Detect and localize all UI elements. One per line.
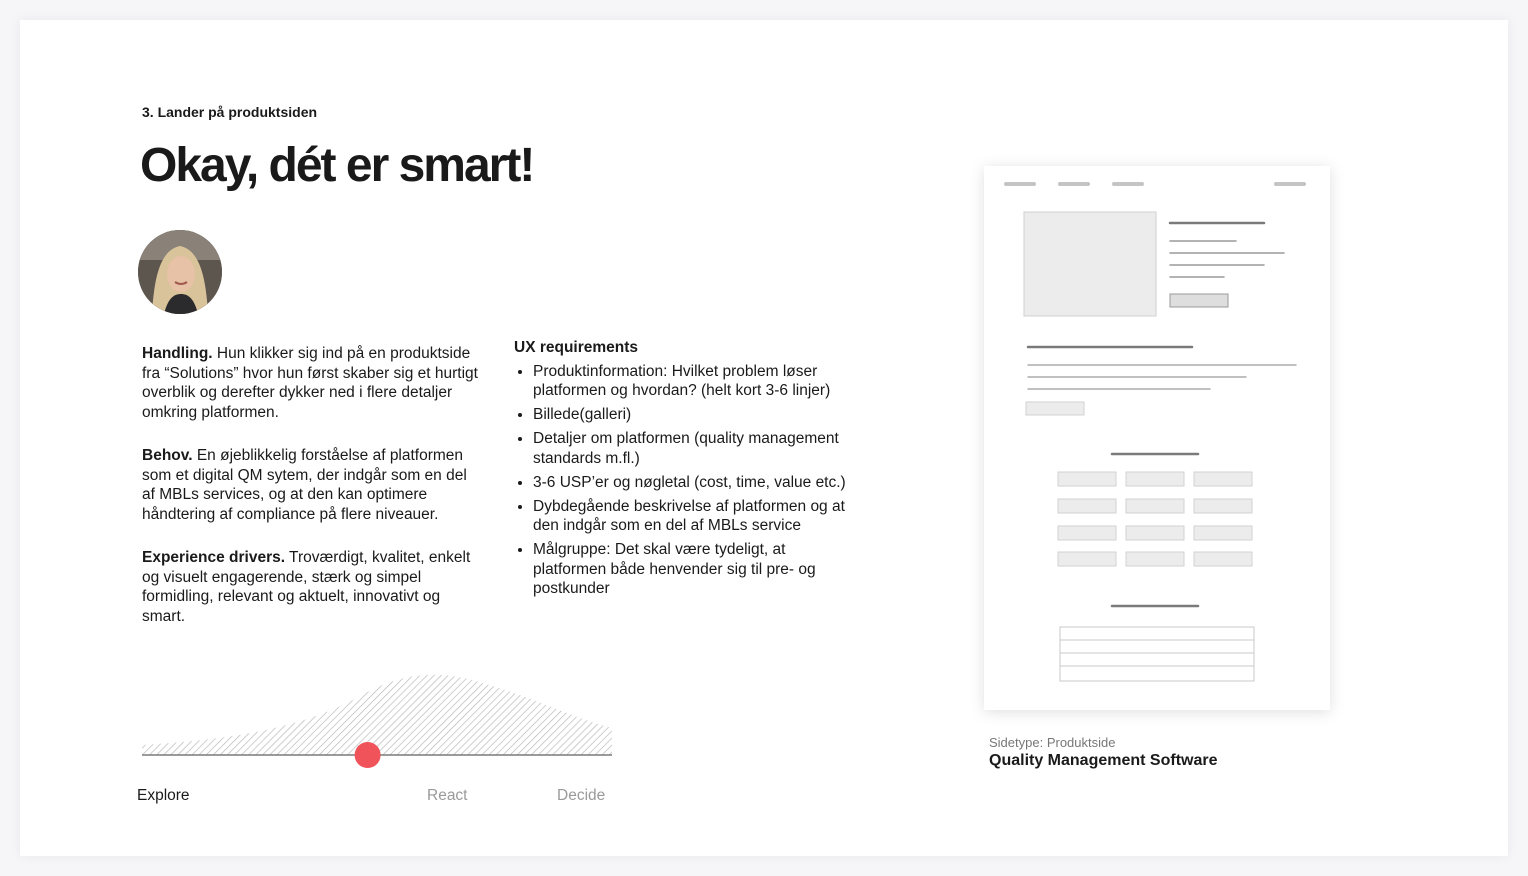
stage-decide: Decide [557, 787, 606, 804]
list-item: • Billede(galleri) [533, 405, 859, 425]
page-title-caption: Quality Management Software [989, 752, 1218, 769]
list-item: • Dybdegående beskrivelse af platformen og at den indgår som en del af MBLs service [533, 497, 859, 536]
wireframe-hero-button [1170, 294, 1228, 307]
section-body: En øjeblikkelig forståelse af platformen som et digital QM sytem, der indgår som en del af MBLs services, og at den kan optimere håndtering af compliance på flere niveauer. [142, 447, 467, 523]
kicker: 3. Lander på produktsiden [142, 104, 318, 120]
wireframe-table [1060, 627, 1254, 681]
headline: Okay, dét er smart! [140, 139, 534, 192]
section-body: Troværdigt, kvalitet, enkelt og visuelt engagerende, stærk og simpel formidling, relevant og aktuelt, innovativt og smart. [142, 549, 471, 625]
journey-curve [142, 670, 612, 770]
page-type-caption: Sidetype: Produktside [989, 735, 1116, 750]
stage-react: React [427, 787, 468, 804]
wireframe-details-button [1026, 402, 1084, 415]
section-heading: Behov. [142, 447, 193, 464]
ux-requirements [514, 338, 859, 603]
section-body: Hun klikker sig ind på en produktside fra “Solutions” hvor hun først skaber sig et hurtigt overblik og derefter dykker ned i flere detaljer omkring platformen. [142, 345, 478, 421]
section-heading: Experience drivers. [142, 549, 286, 566]
ux-title: UX requirements [514, 339, 639, 356]
journey-position-marker [355, 742, 381, 768]
wireframe-preview [984, 166, 1330, 710]
section-experience-drivers [142, 548, 482, 626]
wireframe-details-text [1028, 347, 1296, 389]
journey-area [142, 675, 612, 755]
list-item: • Produktinformation: Hvilket problem løser platformen og hvordan? (helt kort 3-6 linjer) [533, 362, 859, 401]
wireframe-drawing [984, 166, 1330, 710]
wireframe-hero-text [1170, 223, 1284, 277]
section-behov [142, 446, 482, 524]
wireframe-usp-grid [1058, 472, 1252, 566]
ux-list [514, 362, 859, 599]
description-column [142, 344, 482, 650]
list-item: • 3-6 USP’er og nøgletal (cost, time, value etc.) [533, 473, 859, 493]
avatar [138, 230, 222, 314]
list-item: • Detaljer om platformen (quality management standards m.fl.) [533, 429, 859, 468]
section-heading: Handling. [142, 345, 213, 362]
list-item: • Målgruppe: Det skal være tydeligt, at platformen både henvender sig til pre- og postkunder [533, 540, 859, 599]
person-photo-icon [138, 230, 222, 314]
section-handling [142, 344, 482, 422]
stage-explore: Explore [137, 787, 190, 804]
wireframe-hero-image [1024, 212, 1156, 316]
slide [20, 20, 1508, 856]
